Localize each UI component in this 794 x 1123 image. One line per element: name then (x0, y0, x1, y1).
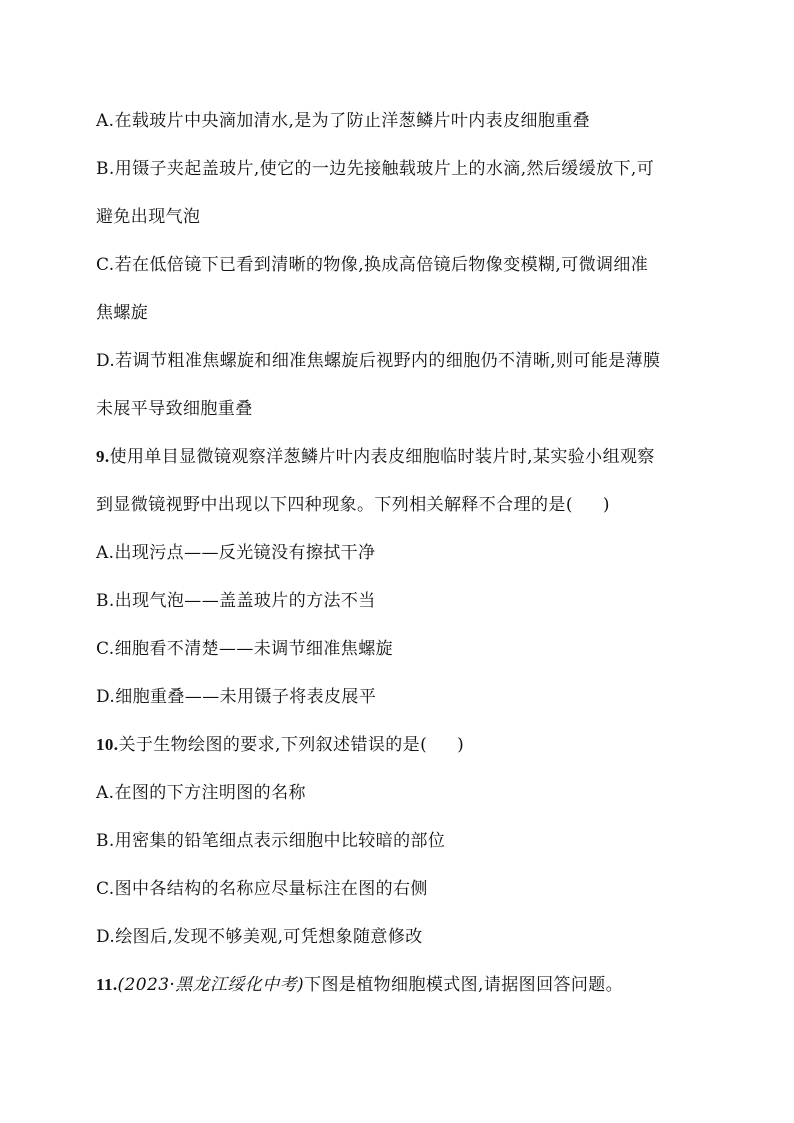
q10-stem-text: 关于生物绘图的要求,下列叙述错误的是 (118, 735, 421, 755)
q8-option-d-line2: 未展平导致细胞重叠 (96, 399, 253, 419)
q9-option-b: B.出现气泡——盖盖玻片的方法不当 (96, 591, 376, 611)
q9-stem-line1 (96, 446, 655, 468)
q10-option-b: B.用密集的铅笔细点表示细胞中比较暗的部位 (96, 831, 446, 851)
q8-option-b-line1: B.用镊子夹起盖玻片,使它的一边先接触载玻片上的水滴,然后缓缓放下,可 (96, 159, 655, 179)
q10-stem (96, 734, 464, 756)
q10-option-c: C.图中各结构的名称应尽量标注在图的右侧 (96, 879, 428, 899)
q9-number: 9. (96, 447, 110, 466)
q11-stem (96, 974, 623, 996)
q10-number: 10. (96, 735, 119, 754)
q9-stem-text-2: 到显微镜视野中出现以下四种现象。下列相关解释不合理的是 (96, 495, 566, 515)
q10-option-a: A.在图的下方注明图的名称 (96, 783, 306, 803)
q8-option-a: A.在载玻片中央滴加清水,是为了防止洋葱鳞片叶内表皮细胞重叠 (96, 111, 591, 131)
q10-answer-blank[interactable]: ( ) (420, 735, 465, 755)
q11-number: 11. (96, 975, 118, 994)
q9-option-d: D.细胞重叠——未用镊子将表皮展平 (96, 687, 377, 707)
q9-stem-text-1: 使用单目显微镜观察洋葱鳞片叶内表皮细胞临时装片时,某实验小组观察 (109, 447, 655, 467)
q8-option-b-line2: 避免出现气泡 (96, 207, 201, 227)
q9-answer-blank[interactable]: ( ) (565, 495, 610, 515)
q8-option-c-line2: 焦螺旋 (96, 303, 149, 323)
q11-source: (2023·黑龙江绥化中考) (117, 975, 305, 995)
q8-option-d-line1: D.若调节粗准焦螺旋和细准焦螺旋后视野内的细胞仍不清晰,则可能是薄膜 (96, 351, 661, 371)
q10-option-d: D.绘图后,发现不够美观,可凭想象随意修改 (96, 927, 423, 947)
q8-option-c-line1: C.若在低倍镜下已看到清晰的物像,换成高倍镜后物像变模糊,可微调细准 (96, 255, 649, 275)
q9-stem-line2 (96, 494, 610, 516)
q11-stem-text: 下图是植物细胞模式图,请据图回答问题。 (304, 975, 624, 995)
q9-option-c: C.细胞看不清楚——未调节细准焦螺旋 (96, 639, 394, 659)
q9-option-a: A.出现污点——反光镜没有擦拭干净 (96, 543, 376, 563)
